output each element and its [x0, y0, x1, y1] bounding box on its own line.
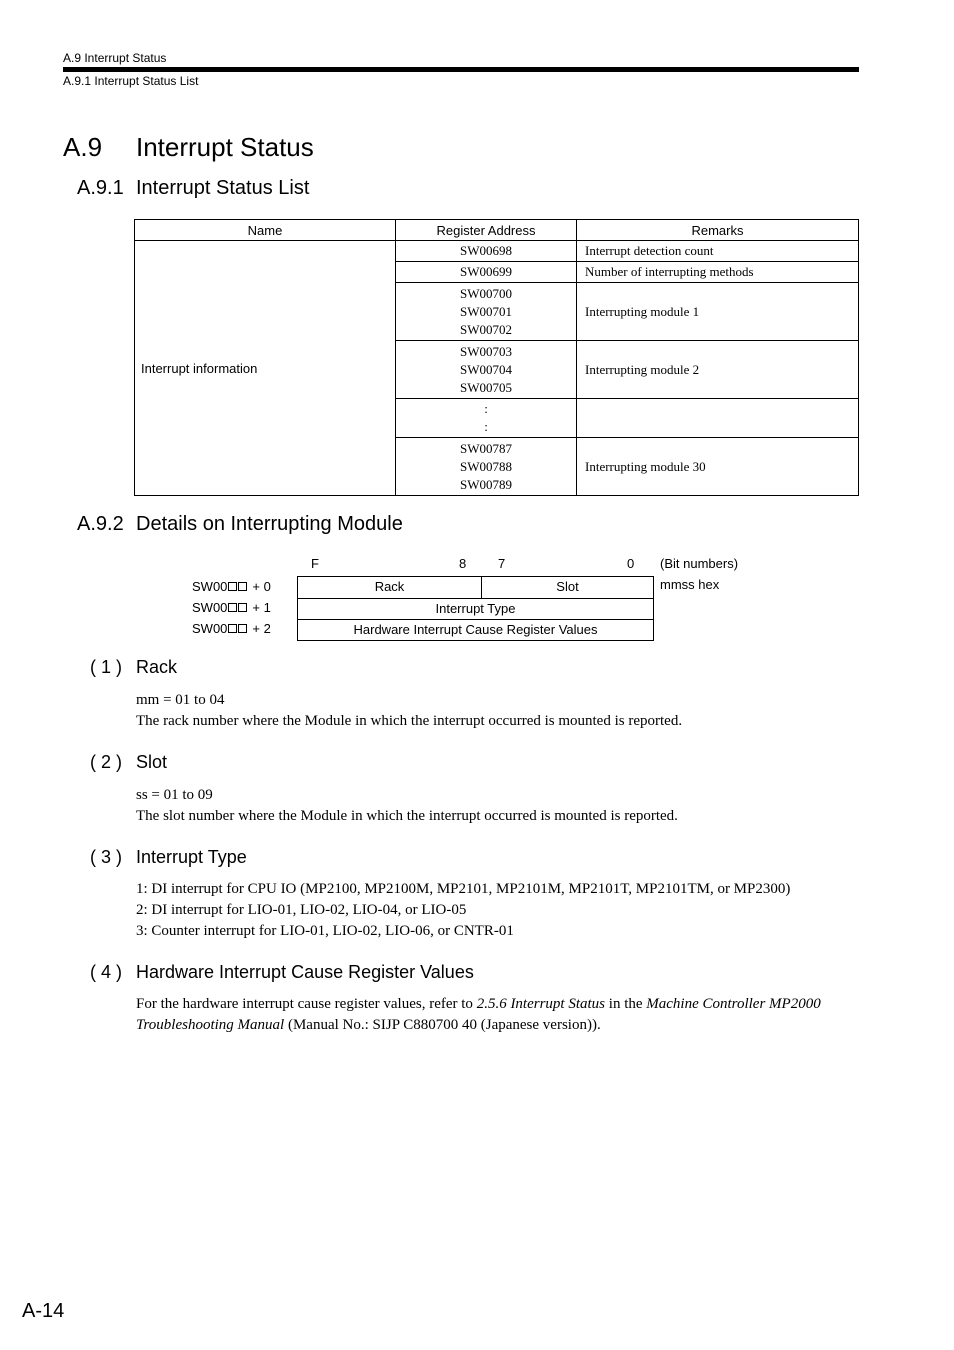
bit-label-f: F	[311, 556, 319, 571]
table-cell-remarks: Interrupt detection count	[577, 241, 859, 262]
table-header-address: Register Address	[396, 220, 577, 241]
table-cell-address: SW00787 SW00788 SW00789	[396, 438, 577, 496]
table-cell-address: SW00700 SW00701 SW00702	[396, 283, 577, 341]
bit-label-0: 0	[627, 556, 635, 571]
running-header-section: A.9 Interrupt Status	[63, 51, 167, 65]
table-cell-address: SW00698	[396, 241, 577, 262]
table-cell-address: : :	[396, 399, 577, 438]
table-cell-remarks	[577, 399, 859, 438]
item-body-rack: mm = 01 to 04 The rack number where the Module in which the interrupt occurred is mounted is reported.	[136, 692, 683, 729]
table-cell-remarks: Interrupting module 30	[577, 438, 859, 496]
item-number: ( 2 )	[90, 752, 123, 772]
placeholder-box-icon	[238, 603, 247, 612]
table-cell-remarks: Number of interrupting methods	[577, 262, 859, 283]
register-row-label: SW00 + 1	[192, 600, 271, 615]
item-title-hw-cause: Hardware Interrupt Cause Register Values	[136, 962, 474, 982]
table-cell-address: SW00703 SW00704 SW00705	[396, 341, 577, 399]
placeholder-box-icon	[228, 624, 237, 633]
table-header-name: Name	[135, 220, 396, 241]
page-number: A-14	[22, 1300, 65, 1322]
placeholder-box-icon	[238, 582, 247, 591]
item-number: ( 4 )	[90, 962, 123, 982]
placeholder-box-icon	[228, 582, 237, 591]
table-cell-remarks: Interrupting module 2	[577, 341, 859, 399]
item-title-interrupt-type: Interrupt Type	[136, 847, 247, 867]
section-title: Interrupt Status	[136, 132, 314, 162]
bit-label-7: 7	[498, 556, 506, 571]
table-header-remarks: Remarks	[577, 220, 859, 241]
subsection-list-title: Interrupt Status List	[136, 177, 310, 199]
item-body-hw-cause: For the hardware interrupt cause register values, refer to 2.5.6 Interrupt Status in the Machine Controller MP2000 Troubleshooting Manual (Manual No.: SIJP C880700 40 (Japanese version)).	[136, 996, 821, 1033]
placeholder-box-icon	[228, 603, 237, 612]
bit-field-interrupt-type: Interrupt Type	[297, 598, 654, 620]
hex-format-label: mmss hex	[660, 577, 720, 592]
item-body-interrupt-type: 1: DI interrupt for CPU IO (MP2100, MP2100M, MP2101, MP2101M, MP2101T, MP2101TM, or MP2300) 2: DI interrupt for LIO-01, LIO-02, LIO-04, or LIO-05 3: Counter interrupt for LIO-01, LIO-02, LIO-06, or CNTR-01	[136, 881, 791, 939]
bit-field-hw-cause: Hardware Interrupt Cause Register Values	[297, 619, 654, 641]
subsection-details-number: A.9.2	[77, 513, 124, 535]
manual-title: Troubleshooting Manual	[136, 1017, 285, 1033]
item-title-rack: Rack	[136, 657, 178, 677]
running-header-subsection: A.9.1 Interrupt Status List	[63, 74, 199, 88]
item-title-slot: Slot	[136, 752, 168, 772]
register-row-label: SW00 + 2	[192, 621, 271, 636]
table-cell-name: Interrupt information	[135, 241, 396, 496]
reference-link: 2.5.6 Interrupt Status	[476, 996, 606, 1012]
item-body-slot: ss = 01 to 09 The slot number where the Module in which the interrupt occurred is mounted is reported.	[136, 787, 678, 824]
bit-label-8: 8	[459, 556, 467, 571]
subsection-list-number: A.9.1	[77, 177, 124, 199]
item-number: ( 3 )	[90, 847, 123, 867]
bit-field-rack: Rack	[297, 576, 482, 599]
header-rule	[63, 67, 859, 72]
table-row	[135, 241, 859, 262]
section-number: A.9	[63, 132, 103, 162]
manual-title: Machine Controller MP2000	[646, 996, 821, 1012]
register-table	[134, 219, 859, 496]
table-cell-remarks: Interrupting module 1	[577, 283, 859, 341]
bit-field-slot: Slot	[481, 576, 654, 599]
register-row-label: SW00 + 0	[192, 579, 271, 594]
placeholder-box-icon	[238, 624, 247, 633]
table-cell-address: SW00699	[396, 262, 577, 283]
subsection-details-title: Details on Interrupting Module	[136, 513, 403, 535]
item-number: ( 1 )	[90, 657, 123, 677]
bit-numbers-label: (Bit numbers)	[660, 556, 739, 571]
